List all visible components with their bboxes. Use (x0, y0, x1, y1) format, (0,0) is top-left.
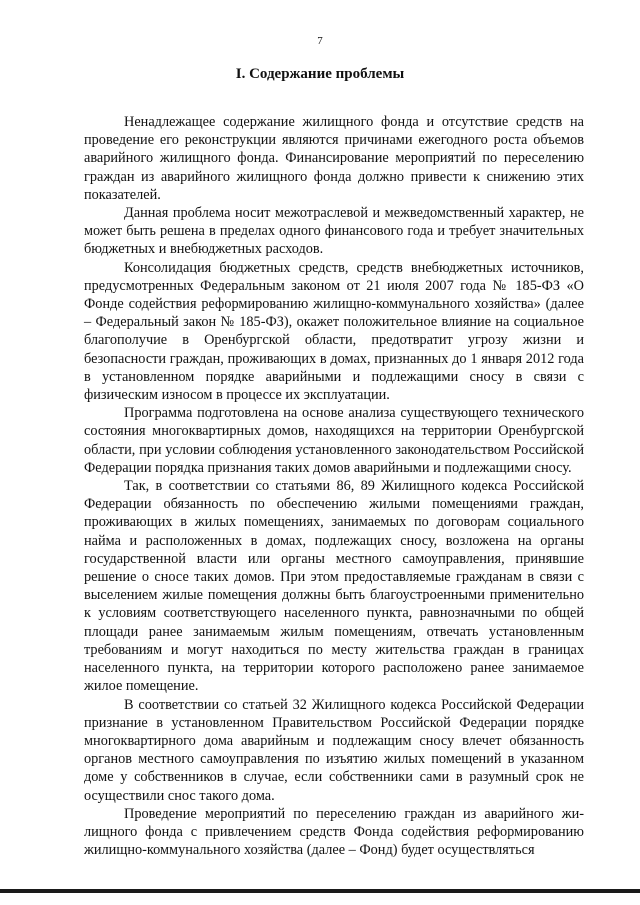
body-text (84, 113, 584, 859)
paragraph-1: Ненадлежащее содержание жилищного фонда и отсутствие средств на проведение его реконструкции являются причинами ежегодного роста объемов аварийного жилищного фонда. Финансирование мероприятий по переселению граждан из аварийного жилищного фонда должно привести к снижению этих показателей. (84, 114, 584, 203)
section-heading: I. Содержание проблемы (235, 66, 405, 82)
bottom-scan-edge (0, 889, 640, 893)
paragraph-7: Проведение мероприятий по переселению граждан из аварийного жилищного фонда с привлечением средств Фонда содействия реформированию жилищно-коммунального хозяйства (далее – Фонд) будет осуществляться (84, 805, 584, 859)
paragraph-4: Программа подготовлена на основе анализа существующего технического состояния многоквартирных домов, находящихся на территории Оренбургской области, при условии соблюдения установленного законодательством Российской Федерации порядка признания таких домов аварийными и подлежащими сносу. (84, 405, 584, 476)
paragraph-6: В соответствии со статьей 32 Жилищного кодекса Российской Федерации признание в установленном Правительством Российской Федерации порядке многоквартирного дома аварийным и подлежащим сносу влечет обязанность органов местного самоуправления по изъятию жилых помещений в указанном доме у собственников в случае, если собственники сами в разумный срок не осуществили снос такого дома. (84, 696, 584, 804)
page-number: 7 (317, 35, 323, 47)
paragraph-2: Данная проблема носит межотраслевой и межведомственный характер, не может быть решена в пределах одного финансового года и требует значительных бюджетных и внебюджетных расходов. (84, 205, 584, 258)
paragraph-3: Консолидация бюджетных средств, средств внебюджетных источников, предусмотренных Федеральным законом от 21 июля 2007 года № 185-ФЗ «О Фонде содействия реформированию жилищно-коммунального хозяйства» (далее – Федеральный закон № 185-ФЗ), окажет положительное влияние на социальное благополучие в Оренбургской области, предотвратит угрозу жизни и безопасности граждан, проживающих в домах, признанных до 1 января 2012 года в установленном порядке аварийными и подлежащими сносу в связи с физическим износом в процессе их эксплуатации. (84, 259, 584, 404)
paragraph-5: Так, в соответствии со статьями 86, 89 Жилищного кодекса Российской Федерации обязанность по обеспечению жилыми помещениями граждан, проживающих в жилых помещениях, занимаемых по договорам социального найма и расположенных в домах, подлежащих сносу, возложена на органы государственной власти или органы местного самоуправления, принявшие решение о сносе таких домов. При этом предоставляемые гражданам в связи с выселением жилые помещения должны быть благоустроенными применительно к условиям соответствующего населенного пункта, равнозначными по общей площади ранее занимаемым жилым помещениям, отвечать установленным требованиям и могут находиться по месту жительства граждан в границах населенного пункта, на территории которого расположено ранее занимаемое жилое помещение. (84, 478, 584, 695)
